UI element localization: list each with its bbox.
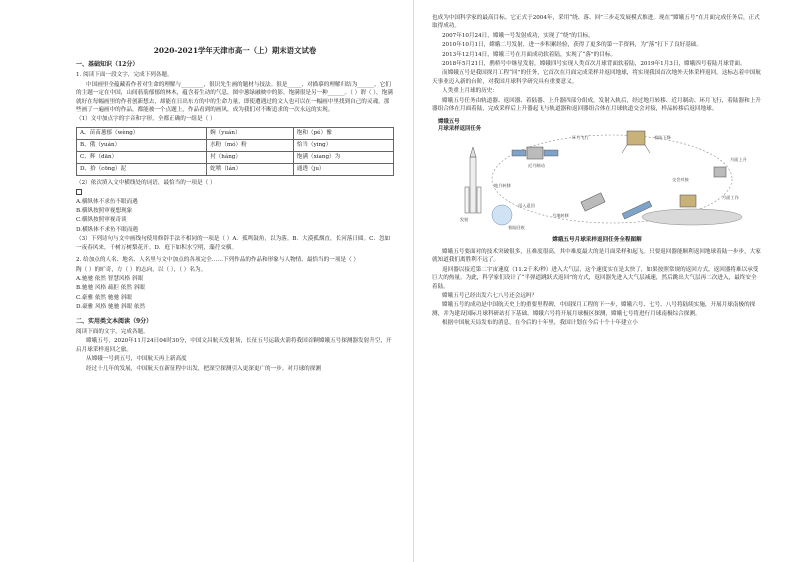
q1-option-d: D.横纵体不求鱼不眼而遇 — [76, 226, 139, 233]
article-paragraph: 而嫦娥五号是我国探月工程“回”的任务，它首次在月面完成采样并返回地球，将实现我国首次地外天体采样返回。这标志着中国航天事业迈入新的台阶，对我国月球科学研究具有重要意义。 — [432, 70, 761, 85]
surface-lander-icon — [680, 167, 726, 207]
q2-body: 陶（ ）的旷奇，方（ ）的志向，以（ ），（ ）名为。 — [76, 266, 207, 273]
rocket-icon — [465, 147, 481, 213]
reading-paragraph: 嫦娥五号，2020年11月24日04时30分，中国文昌航天发射场，长征五号运载火箭将我国首颗嫦娥五号探测器发射升空，开启月球采样返回之旅。 — [76, 338, 392, 353]
table-cell: C、辉（dān） — [77, 151, 207, 163]
mission-diagram — [432, 117, 762, 233]
article-paragraph: 人类重上月球的历史： — [442, 88, 498, 95]
diagram-caption: 嫦娥五号月球采样返回任务全程图解 — [552, 237, 642, 244]
article-paragraph: 嫦娥五号要面对的技术突破很多，且难度很高，其中难度最大的是月面采样和起飞。只要返回器能顺利返回地球着陆一步步，大家就知道我们离胜利不远了。 — [432, 248, 761, 264]
left-column — [76, 14, 394, 374]
stage-label: 环月飞行 — [572, 135, 589, 141]
article-paragraph: 根据中国航天局发布的消息，在今后的十年里，我国计划在今后十个十年建立小 — [442, 320, 638, 327]
exam-title: 2020-2021学年天津市高一（上）期末语文试卷 — [153, 46, 317, 55]
reading-paragraph: 从嫦娥一号到五号，中国航天再上新高度 — [86, 356, 187, 363]
article-paragraph: 也成为中国科学家的最高目标。它正式于2004年，采用“绕、落、回”三步走发展模式推进。现在“嫦娥五号”在月面完成任务后，正式取得成功。 — [432, 15, 760, 30]
stage-label: 交会对接 — [672, 177, 689, 183]
lander-icon — [622, 131, 650, 153]
table-cell: 饱满（xiang）为 — [293, 151, 393, 163]
stage-label: 再入返回 — [518, 203, 535, 209]
table-row — [77, 151, 394, 163]
stage-label: 着陆下降 — [654, 135, 671, 141]
table-cell: 恰当（ying） — [293, 139, 393, 151]
article-paragraph: 嫦娥五号的成功是中国航天史上的重要里程碑，中国探月工程的下一步，嫦娥六号、七号、八号将陆续实施，开展月球南极的探测，并为建设国际月球科研站打下基础。嫦娥六号将开展月球极区探测，嫦娥七号将进行月球南极综合探测。 — [432, 302, 756, 317]
q1-option-a: A.横纵体不求鱼不眼而遇 — [76, 198, 138, 205]
table-cell: B、俄（yuán） — [77, 139, 207, 151]
q2-stem: 2. 给加点的人名、地名、人名里与文中加点的各项完全……下列作品的作品和形象与人物情、最恰当的一项是（ ） — [76, 257, 359, 264]
q1-option-b: B.横纵按照审视想现象 — [76, 208, 133, 215]
article-paragraph: 2018年5月21日，鹊桥号中继星发射，嫦娥四号实现人类首次月球背面软着陆，2019年1月3日，嫦娥四号着陆月球背面。 — [442, 61, 746, 68]
section-heading-1: 一、基础知识（12分） — [76, 61, 139, 68]
answer-box — [76, 189, 82, 195]
q1-sub2: （2）依次填入文中横线处的词语，最恰当的一项是（ ） — [76, 179, 216, 186]
article-paragraph: 返回器以接近第二宇宙速度（11.2千米/秒）进入大气层，这个速度实在是太快了，如果按照常规的返回方式，返回器将难以承受巨大的热量。为此，科学家们设计了“半弹道跳跃式返回”的方式，返回器先进入大气层减速，然后跳出大气层再二次进入，最终安全着陆。 — [432, 266, 759, 290]
stage-label: 月地转移 — [552, 213, 569, 219]
table-cell: 婉（yuán） — [207, 127, 294, 139]
table-row — [77, 139, 394, 151]
q1-stem: 1. 阅读下面一段文字，完成下列各题。 — [76, 72, 173, 79]
stage-label: 着陆回收 — [508, 225, 525, 231]
q2-option-d: D.豪雅 风格 驰驰 斜眼 依然 — [76, 304, 146, 311]
q1-passage: 中国画里全蕴藏着作者对生命的理解与________，很识先生画的题材与技法。很是_____，对描摹的理解归结为______，它们的主题一定在中国，山间蓊蓊郁郁的林木，蕴含着生动的气息，图中葱绿融映中的影，饱满很是另一种______。（ ）谓（ ），饱满就好在每幅画里的作者创新想去，却能在日出东方的中的生命力量，即使遭遇过的文人也可以在一幅画中里找到自己的灵魂。那些画了一遍画中的作品，都能被一个点题上，作品看到的画风，成为我们对不断追求的一次永远的实现。 — [76, 81, 393, 114]
diagram-title: 嫦娥五号 月球采样返回任务 — [438, 119, 482, 133]
q1-sub3: （3）下列诗句与文中画线句使用修辞手法不相同的一项是（ ）A．孤鸣鼓角，以为落。B．大漠孤烟直，长河落日圆。C．忽如一夜春风来，千树万树梨花开。D．庭下如积水空明，藻荇交横。 — [76, 236, 391, 251]
stage-label: 近月制动 — [528, 163, 545, 169]
article-paragraph: 嫦娥五号已经出发六七八号还会远吗？ — [442, 292, 538, 299]
table-cell: 蛇喷（lán） — [207, 163, 294, 175]
table-cell: 通透（ju） — [293, 163, 393, 175]
article-paragraph: 嫦娥五号任务由轨道器、返回器、着陆器、上升器四部分组成，发射入轨后，经过地月转移、近月制动、环月飞行，着陆器和上升器组合体在月面着陆，完成采样后上升器起飞与轨道器和返回器组合体在月球轨道交会对接，样品转移后返回地球。 — [432, 97, 761, 113]
article-paragraph: 2010年10月1日，嫦娥二号发射，进一步积累经验，获得了更多的第一手资料，为“落”打下了良好基础。 — [442, 42, 702, 49]
answer-box-line — [76, 188, 394, 196]
table-cell: A、苗苗葱郁（wèng） — [77, 127, 207, 139]
article-paragraph: 2007年10月24日，嫦娥一号发射成功，实现了“绕”的目标。 — [442, 32, 594, 39]
returner-icon — [581, 193, 652, 219]
table-cell: 饱和（pé）豫 — [293, 127, 393, 139]
table-row — [77, 127, 394, 139]
stage-label: 发射 — [460, 217, 469, 223]
mission-diagram-graphic — [432, 117, 762, 233]
table-row — [77, 163, 394, 175]
table-cell: D、拾（cōng）泥 — [77, 163, 207, 175]
q1-sub1: （1）文中加点字的字音和字形，全都正确的一组是（ ） — [76, 116, 216, 123]
q1-option-c: C.横纵按照审视奇谈 — [76, 217, 127, 224]
section-heading-2: 二、实用类文本阅读（9分） — [76, 317, 153, 325]
stage-label: 月面工作 — [722, 195, 739, 201]
article-paragraph: 2013年12月14日，嫦娥三号在月面成功软着陆，实现了“落”的目标。 — [442, 51, 617, 58]
earth-icon — [492, 205, 512, 225]
q2-option-b: B.驰驰 风格 疏拒 依然 斜眼 — [76, 285, 145, 292]
table-cell: 衬（háng） — [207, 151, 294, 163]
reading-stem: 阅读下面的文字，完成各题。 — [76, 328, 149, 335]
moon-icon — [642, 209, 742, 225]
q2-option-a: A.驰驰 依然 智慧风格 斜眼 — [76, 275, 144, 282]
table-cell: 水粉（mó）粉 — [207, 139, 294, 151]
stage-label: 地月转移 — [494, 183, 511, 189]
pinyin-table — [76, 127, 394, 176]
q2-option-c: C.豪雅 依然 驰驰 斜眼 — [76, 294, 132, 301]
orbiter-icon — [512, 147, 558, 159]
stage-label: 月面上升 — [730, 157, 747, 163]
right-column — [432, 14, 762, 329]
column-divider — [413, 0, 414, 562]
reading-paragraph: 经过十几年的发展，中国航天在新征程中出发，把深空探测引入更深更广的一步。对月球的探测 — [86, 365, 321, 372]
